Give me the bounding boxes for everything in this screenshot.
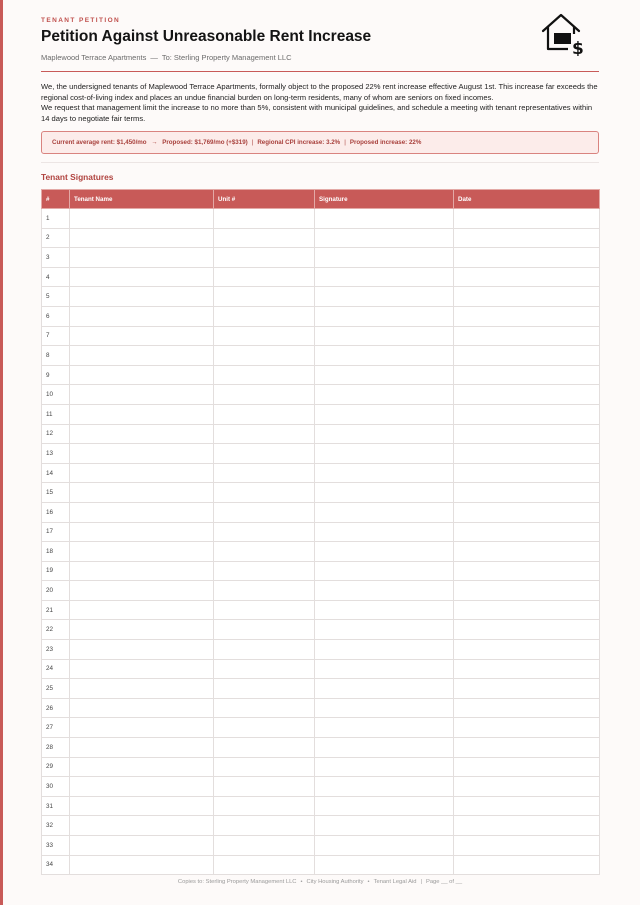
row-number: 22 bbox=[42, 620, 70, 640]
tenant-name-cell[interactable] bbox=[70, 600, 214, 620]
table-row bbox=[42, 855, 600, 875]
row-number: 23 bbox=[42, 640, 70, 660]
row-number: 26 bbox=[42, 698, 70, 718]
tenant-name-cell[interactable] bbox=[70, 326, 214, 346]
table-row bbox=[42, 600, 600, 620]
row-number: 25 bbox=[42, 679, 70, 699]
table-row bbox=[42, 796, 600, 816]
table-row bbox=[42, 326, 600, 346]
tenant-name-cell[interactable] bbox=[70, 346, 214, 366]
unit-cell[interactable] bbox=[214, 463, 315, 483]
tenant-name-cell[interactable] bbox=[70, 855, 214, 875]
signature-cell[interactable] bbox=[315, 248, 454, 268]
row-number: 34 bbox=[42, 855, 70, 875]
tenant-name-cell[interactable] bbox=[70, 836, 214, 856]
tenant-name-cell[interactable] bbox=[70, 287, 214, 307]
tenant-name-cell[interactable] bbox=[70, 444, 214, 464]
signature-cell[interactable] bbox=[315, 287, 454, 307]
signature-table bbox=[41, 189, 600, 875]
table-row bbox=[42, 581, 600, 601]
petition-statement bbox=[41, 82, 599, 125]
footer-dot: • bbox=[367, 879, 370, 885]
table-row bbox=[42, 463, 600, 483]
date-cell[interactable] bbox=[454, 463, 600, 483]
statement-paragraph-1: We, the undersigned tenants of Maplewood Terrace Apartments, formally object to the proposed 22% rent increase effective August 1st. This increase far exceeds the regional cost-of-living index and places an undue financial burden on long-term residents, many of whom are seniors on fixed incomes. bbox=[41, 82, 598, 102]
section-divider bbox=[41, 162, 599, 163]
signature-cell[interactable] bbox=[315, 502, 454, 522]
table-row bbox=[42, 542, 600, 562]
cpi-increase: Regional CPI increase: 3.2% bbox=[257, 139, 341, 146]
tenant-name-cell[interactable] bbox=[70, 581, 214, 601]
row-number: 30 bbox=[42, 777, 70, 797]
date-cell[interactable] bbox=[454, 659, 600, 679]
unit-cell[interactable] bbox=[214, 757, 315, 777]
row-number: 20 bbox=[42, 581, 70, 601]
table-row bbox=[42, 209, 600, 229]
table-row bbox=[42, 698, 600, 718]
date-cell[interactable] bbox=[454, 757, 600, 777]
date-cell[interactable] bbox=[454, 424, 600, 444]
tenant-name-cell[interactable] bbox=[70, 620, 214, 640]
rent-stats-box bbox=[41, 131, 599, 154]
row-number: 16 bbox=[42, 502, 70, 522]
tenant-name-cell[interactable] bbox=[70, 698, 214, 718]
unit-cell[interactable] bbox=[214, 228, 315, 248]
unit-cell[interactable] bbox=[214, 404, 315, 424]
row-number: 18 bbox=[42, 542, 70, 562]
unit-cell[interactable] bbox=[214, 679, 315, 699]
date-cell[interactable] bbox=[454, 502, 600, 522]
footer-page: Page __ of __ bbox=[425, 879, 463, 885]
proposed-rent: Proposed: $1,769/mo (+$319) bbox=[162, 139, 248, 146]
unit-cell[interactable] bbox=[214, 738, 315, 758]
tenant-name-cell[interactable] bbox=[70, 561, 214, 581]
tenant-name-cell[interactable] bbox=[70, 542, 214, 562]
table-row bbox=[42, 522, 600, 542]
table-row bbox=[42, 777, 600, 797]
unit-cell[interactable] bbox=[214, 640, 315, 660]
date-cell[interactable] bbox=[454, 718, 600, 738]
house-dollar-icon bbox=[540, 12, 586, 56]
unit-cell[interactable] bbox=[214, 483, 315, 503]
signature-cell[interactable] bbox=[315, 385, 454, 405]
date-cell[interactable] bbox=[454, 287, 600, 307]
tenant-name-cell[interactable] bbox=[70, 777, 214, 797]
signature-cell[interactable] bbox=[315, 365, 454, 385]
tenant-name-cell[interactable] bbox=[70, 267, 214, 287]
unit-cell[interactable] bbox=[214, 836, 315, 856]
tenant-name-cell[interactable] bbox=[70, 679, 214, 699]
date-cell[interactable] bbox=[454, 365, 600, 385]
header-divider bbox=[41, 71, 599, 72]
tenant-name-cell[interactable] bbox=[70, 404, 214, 424]
unit-cell[interactable] bbox=[214, 267, 315, 287]
signature-cell[interactable] bbox=[315, 698, 454, 718]
date-cell[interactable] bbox=[454, 796, 600, 816]
date-cell[interactable] bbox=[454, 777, 600, 797]
signature-cell[interactable] bbox=[315, 326, 454, 346]
row-number: 7 bbox=[42, 326, 70, 346]
signature-cell[interactable] bbox=[315, 404, 454, 424]
date-cell[interactable] bbox=[454, 522, 600, 542]
date-cell[interactable] bbox=[454, 581, 600, 601]
tenant-name-cell[interactable] bbox=[70, 718, 214, 738]
unit-cell[interactable] bbox=[214, 365, 315, 385]
subtitle bbox=[41, 53, 292, 62]
row-number: 5 bbox=[42, 287, 70, 307]
row-number: 2 bbox=[42, 228, 70, 248]
row-number: 13 bbox=[42, 444, 70, 464]
signature-cell[interactable] bbox=[315, 209, 454, 229]
column-header-tenant-name: Tenant Name bbox=[70, 190, 214, 209]
table-row bbox=[42, 718, 600, 738]
signature-cell[interactable] bbox=[315, 855, 454, 875]
row-number: 27 bbox=[42, 718, 70, 738]
signature-cell[interactable] bbox=[315, 346, 454, 366]
signature-cell[interactable] bbox=[315, 738, 454, 758]
signature-cell[interactable] bbox=[315, 581, 454, 601]
stats-divider: | bbox=[344, 139, 346, 146]
signature-cell[interactable] bbox=[315, 542, 454, 562]
tenant-name-cell[interactable] bbox=[70, 228, 214, 248]
date-cell[interactable] bbox=[454, 600, 600, 620]
tenant-name-cell[interactable] bbox=[70, 463, 214, 483]
left-accent-bar bbox=[0, 0, 3, 905]
date-cell[interactable] bbox=[454, 542, 600, 562]
unit-cell[interactable] bbox=[214, 424, 315, 444]
signature-cell[interactable] bbox=[315, 816, 454, 836]
date-cell[interactable] bbox=[454, 483, 600, 503]
date-cell[interactable] bbox=[454, 640, 600, 660]
table-row bbox=[42, 424, 600, 444]
row-number: 8 bbox=[42, 346, 70, 366]
tenant-name-cell[interactable] bbox=[70, 306, 214, 326]
row-number: 9 bbox=[42, 365, 70, 385]
column-header-signature: Signature bbox=[315, 190, 454, 209]
date-cell[interactable] bbox=[454, 248, 600, 268]
tenant-name-cell[interactable] bbox=[70, 209, 214, 229]
footer-divider: | bbox=[420, 879, 422, 885]
table-row bbox=[42, 620, 600, 640]
signature-cell[interactable] bbox=[315, 463, 454, 483]
date-cell[interactable] bbox=[454, 326, 600, 346]
signatures-heading: Tenant Signatures bbox=[41, 172, 114, 182]
footer-copy-legal: Tenant Legal Aid bbox=[373, 879, 417, 885]
date-cell[interactable] bbox=[454, 385, 600, 405]
unit-cell[interactable] bbox=[214, 385, 315, 405]
signature-cell[interactable] bbox=[315, 424, 454, 444]
table-row bbox=[42, 836, 600, 856]
table-row bbox=[42, 738, 600, 758]
proposed-increase: Proposed increase: 22% bbox=[349, 139, 422, 146]
unit-cell[interactable] bbox=[214, 326, 315, 346]
row-number: 19 bbox=[42, 561, 70, 581]
date-cell[interactable] bbox=[454, 209, 600, 229]
table-row bbox=[42, 306, 600, 326]
tenant-name-cell[interactable] bbox=[70, 248, 214, 268]
table-header-row bbox=[42, 190, 600, 209]
unit-cell[interactable] bbox=[214, 777, 315, 797]
signature-cell[interactable] bbox=[315, 679, 454, 699]
signature-cell[interactable] bbox=[315, 777, 454, 797]
table-row bbox=[42, 561, 600, 581]
date-cell[interactable] bbox=[454, 816, 600, 836]
tenant-name-cell[interactable] bbox=[70, 365, 214, 385]
signature-cell[interactable] bbox=[315, 640, 454, 660]
tenant-name-cell[interactable] bbox=[70, 738, 214, 758]
row-number: 10 bbox=[42, 385, 70, 405]
signature-cell[interactable] bbox=[315, 522, 454, 542]
row-number: 24 bbox=[42, 659, 70, 679]
table-row bbox=[42, 502, 600, 522]
date-cell[interactable] bbox=[454, 346, 600, 366]
signature-cell[interactable] bbox=[315, 561, 454, 581]
signature-cell[interactable] bbox=[315, 757, 454, 777]
tenant-name-cell[interactable] bbox=[70, 640, 214, 660]
date-cell[interactable] bbox=[454, 228, 600, 248]
table-row bbox=[42, 228, 600, 248]
table-row bbox=[42, 640, 600, 660]
column-header-number: # bbox=[42, 190, 70, 209]
row-number: 6 bbox=[42, 306, 70, 326]
arrow-icon: → bbox=[151, 139, 158, 146]
date-cell[interactable] bbox=[454, 267, 600, 287]
unit-cell[interactable] bbox=[214, 600, 315, 620]
unit-cell[interactable] bbox=[214, 522, 315, 542]
row-number: 31 bbox=[42, 796, 70, 816]
signature-cell[interactable] bbox=[315, 620, 454, 640]
unit-cell[interactable] bbox=[214, 542, 315, 562]
footer bbox=[41, 879, 599, 885]
unit-cell[interactable] bbox=[214, 502, 315, 522]
row-number: 33 bbox=[42, 836, 70, 856]
signature-cell[interactable] bbox=[315, 600, 454, 620]
date-cell[interactable] bbox=[454, 698, 600, 718]
tenant-name-cell[interactable] bbox=[70, 385, 214, 405]
column-header-unit: Unit # bbox=[214, 190, 315, 209]
table-row bbox=[42, 404, 600, 424]
table-row bbox=[42, 816, 600, 836]
tenant-name-cell[interactable] bbox=[70, 796, 214, 816]
row-number: 17 bbox=[42, 522, 70, 542]
tenant-name-cell[interactable] bbox=[70, 483, 214, 503]
unit-cell[interactable] bbox=[214, 855, 315, 875]
row-number: 4 bbox=[42, 267, 70, 287]
signature-cell[interactable] bbox=[315, 718, 454, 738]
unit-cell[interactable] bbox=[214, 816, 315, 836]
unit-cell[interactable] bbox=[214, 561, 315, 581]
svg-text:$: $ bbox=[572, 39, 584, 56]
signature-cell[interactable] bbox=[315, 444, 454, 464]
unit-cell[interactable] bbox=[214, 796, 315, 816]
row-number: 28 bbox=[42, 738, 70, 758]
tenant-name-cell[interactable] bbox=[70, 502, 214, 522]
current-rent: Current average rent: $1,450/mo bbox=[52, 139, 147, 146]
column-header-date: Date bbox=[454, 190, 600, 209]
tenant-name-cell[interactable] bbox=[70, 424, 214, 444]
unit-cell[interactable] bbox=[214, 209, 315, 229]
recipient-name: To: Sterling Property Management LLC bbox=[161, 53, 292, 62]
table-row bbox=[42, 365, 600, 385]
date-cell[interactable] bbox=[454, 620, 600, 640]
table-row bbox=[42, 248, 600, 268]
signature-cell[interactable] bbox=[315, 836, 454, 856]
row-number: 1 bbox=[42, 209, 70, 229]
signature-cell[interactable] bbox=[315, 796, 454, 816]
footer-copies: Copies to: Sterling Property Management LLC bbox=[177, 879, 297, 885]
row-number: 32 bbox=[42, 816, 70, 836]
footer-dot: • bbox=[300, 879, 303, 885]
statement-paragraph-2: We request that management limit the increase to no more than 5%, consistent with municipal guidelines, and schedule a meeting with tenant representatives within 14 days to negotiate fair terms. bbox=[41, 103, 593, 124]
date-cell[interactable] bbox=[454, 404, 600, 424]
signature-cell[interactable] bbox=[315, 228, 454, 248]
table-row bbox=[42, 757, 600, 777]
row-number: 15 bbox=[42, 483, 70, 503]
tenant-name-cell[interactable] bbox=[70, 659, 214, 679]
signature-cell[interactable] bbox=[315, 306, 454, 326]
unit-cell[interactable] bbox=[214, 287, 315, 307]
page-title: Petition Against Unreasonable Rent Increase bbox=[41, 28, 372, 45]
unit-cell[interactable] bbox=[214, 620, 315, 640]
row-number: 12 bbox=[42, 424, 70, 444]
date-cell[interactable] bbox=[454, 444, 600, 464]
subtitle-separator: — bbox=[150, 53, 158, 62]
table-row bbox=[42, 267, 600, 287]
unit-cell[interactable] bbox=[214, 659, 315, 679]
footer-copy-housing: City Housing Authority bbox=[306, 879, 364, 885]
property-name: Maplewood Terrace Apartments bbox=[41, 53, 147, 62]
tenant-name-cell[interactable] bbox=[70, 522, 214, 542]
signature-cell[interactable] bbox=[315, 659, 454, 679]
date-cell[interactable] bbox=[454, 306, 600, 326]
signature-cell[interactable] bbox=[315, 483, 454, 503]
table-row bbox=[42, 444, 600, 464]
date-cell[interactable] bbox=[454, 836, 600, 856]
unit-cell[interactable] bbox=[214, 346, 315, 366]
date-cell[interactable] bbox=[454, 679, 600, 699]
tenant-name-cell[interactable] bbox=[70, 816, 214, 836]
table-row bbox=[42, 679, 600, 699]
unit-cell[interactable] bbox=[214, 444, 315, 464]
table-row bbox=[42, 659, 600, 679]
table-row bbox=[42, 346, 600, 366]
row-number: 14 bbox=[42, 463, 70, 483]
stats-divider: | bbox=[251, 139, 254, 146]
date-cell[interactable] bbox=[454, 738, 600, 758]
unit-cell[interactable] bbox=[214, 306, 315, 326]
unit-cell[interactable] bbox=[214, 698, 315, 718]
table-row bbox=[42, 483, 600, 503]
unit-cell[interactable] bbox=[214, 581, 315, 601]
table-row bbox=[42, 287, 600, 307]
date-cell[interactable] bbox=[454, 855, 600, 875]
unit-cell[interactable] bbox=[214, 718, 315, 738]
row-number: 29 bbox=[42, 757, 70, 777]
date-cell[interactable] bbox=[454, 561, 600, 581]
row-number: 3 bbox=[42, 248, 70, 268]
table-row bbox=[42, 385, 600, 405]
row-number: 21 bbox=[42, 600, 70, 620]
signature-cell[interactable] bbox=[315, 267, 454, 287]
row-number: 11 bbox=[42, 404, 70, 424]
tenant-name-cell[interactable] bbox=[70, 757, 214, 777]
document-kicker: TENANT PETITION bbox=[41, 17, 121, 24]
unit-cell[interactable] bbox=[214, 248, 315, 268]
